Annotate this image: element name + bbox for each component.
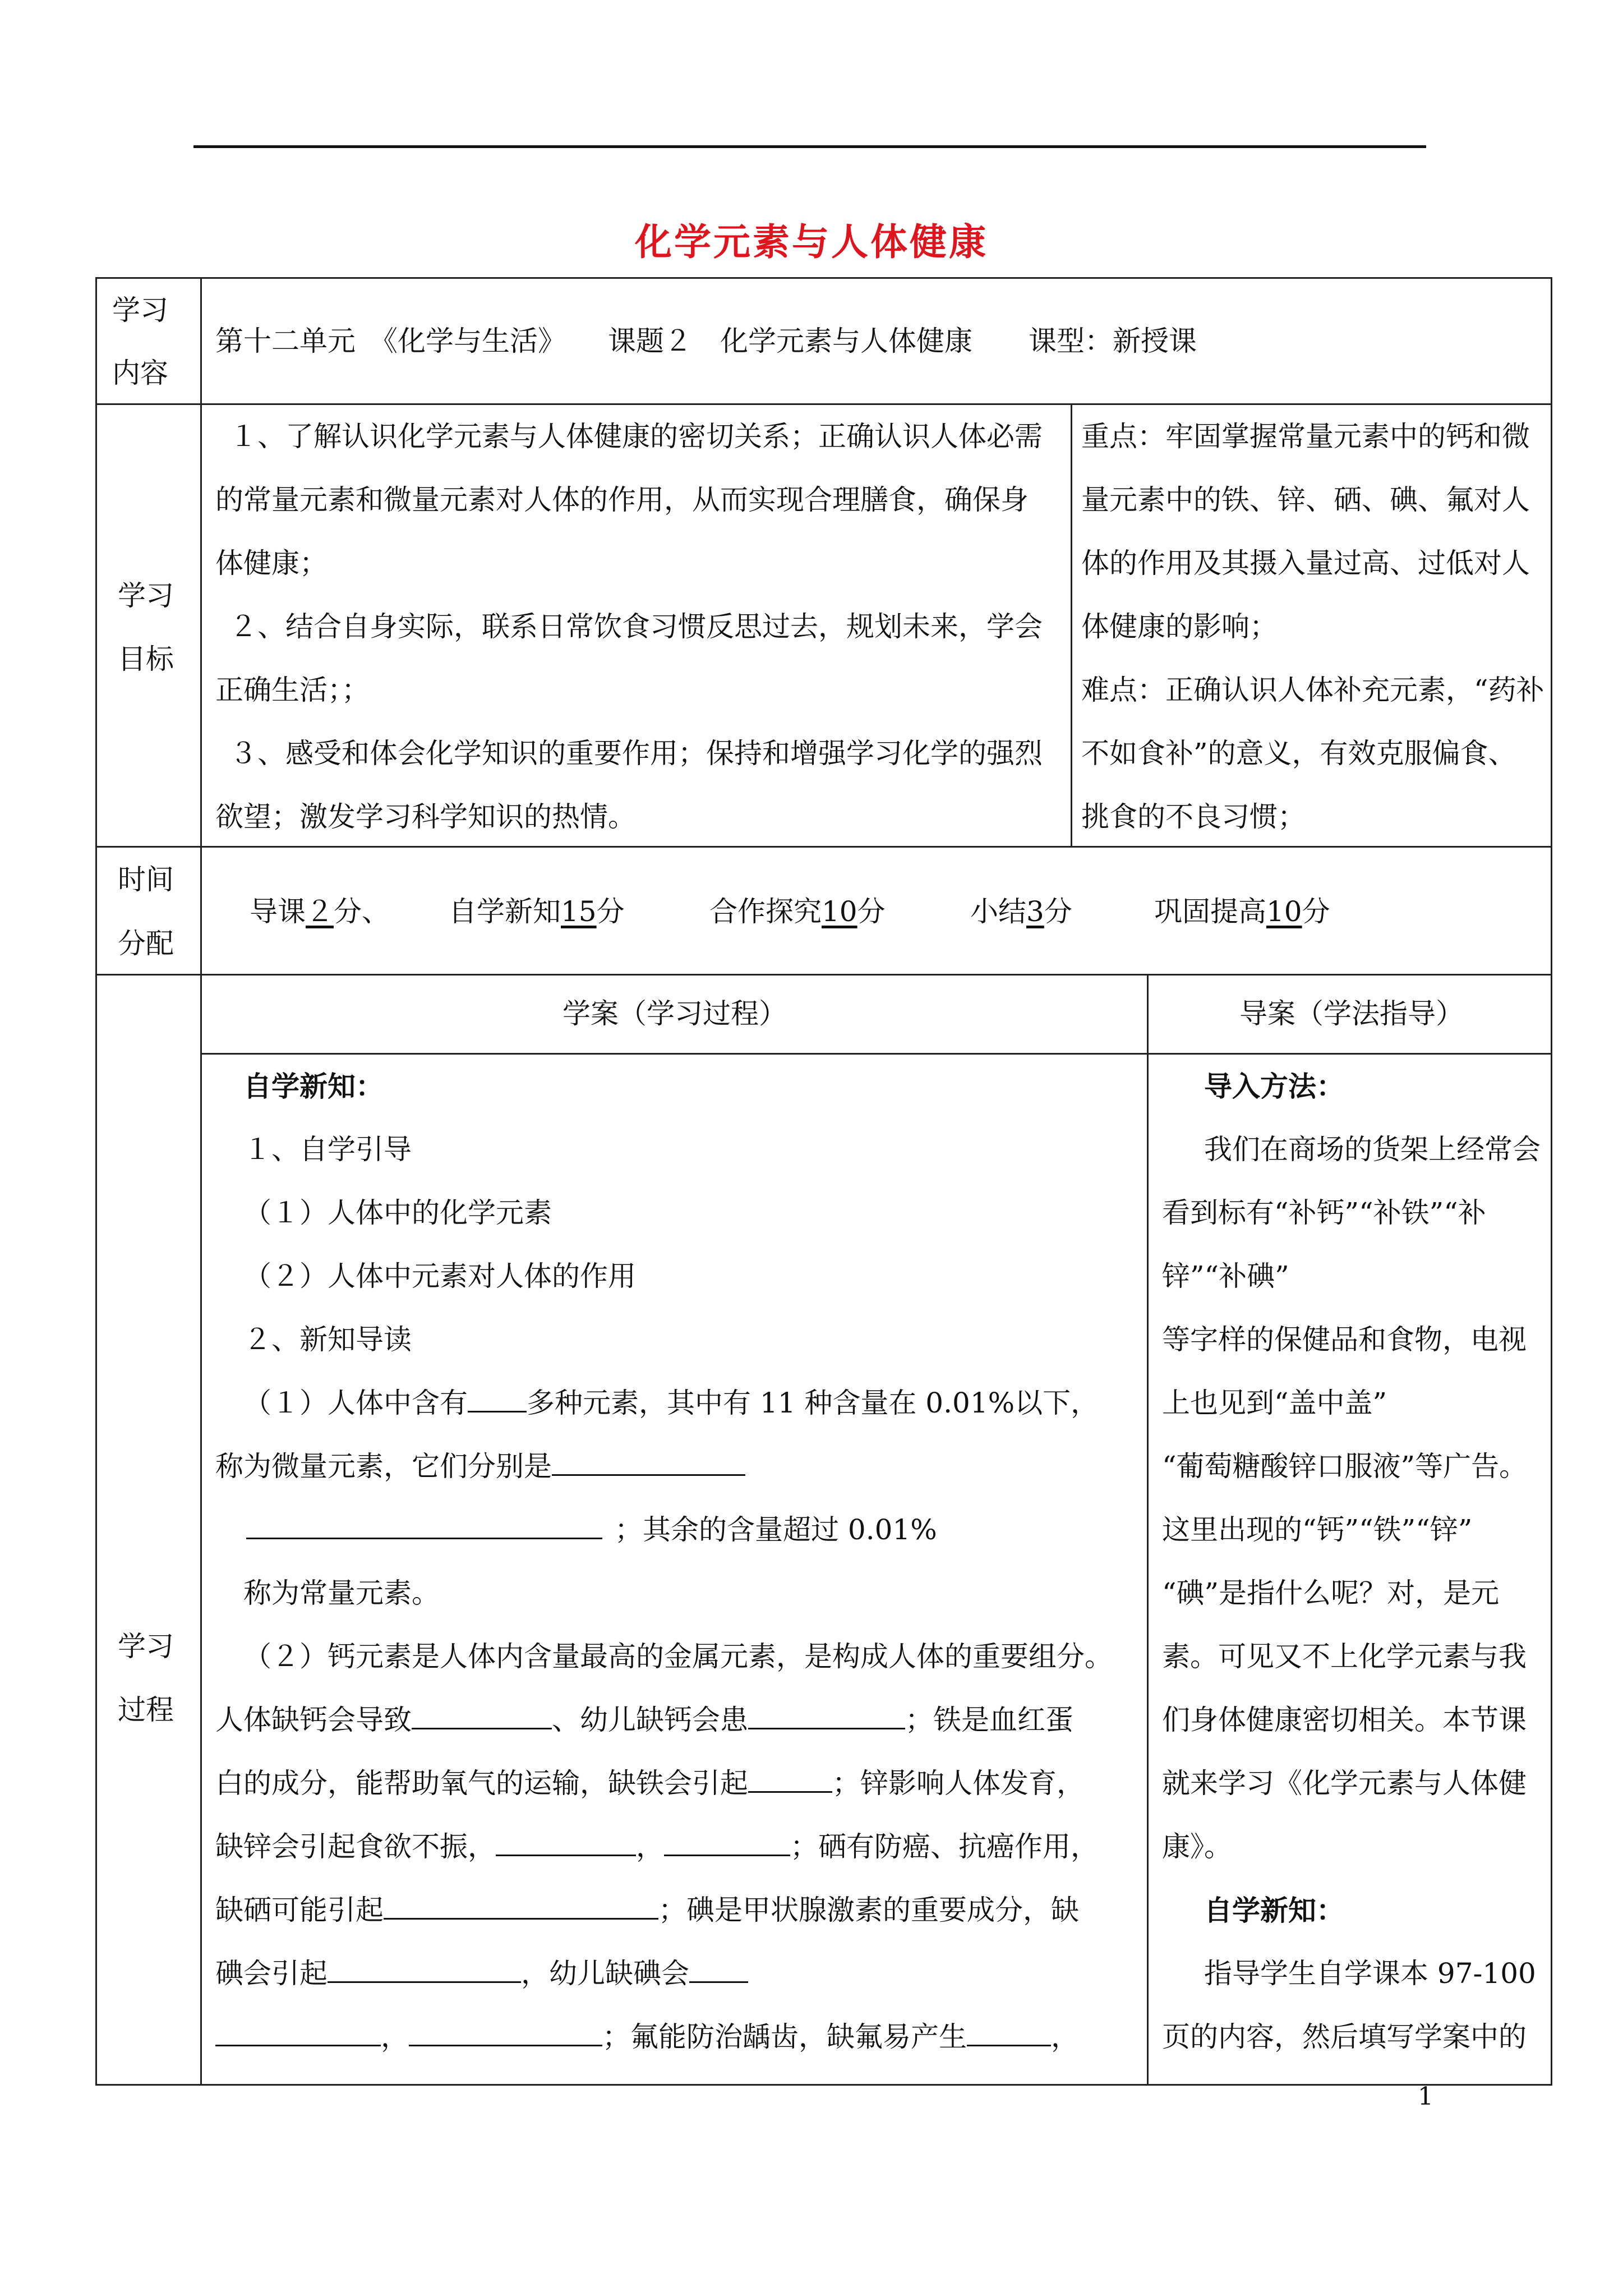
blank-field[interactable] (328, 1957, 521, 1983)
key-points (1081, 405, 1544, 849)
time-item-name: 巩固提高 (1154, 895, 1266, 928)
key-line: 挑食的不良习惯； (1081, 800, 1306, 833)
list-item: 称为常量元素。 (243, 1577, 440, 1609)
process-left-header: 学案（学习过程） (562, 997, 787, 1030)
fill-line: 缺硒可能引起 ；碘是甲状腺激素的重要成分，缺 (215, 1894, 1079, 1926)
goals-list (215, 405, 1043, 849)
time-item-unit: 分 (1044, 895, 1072, 928)
guide-line: 就来学习《化学元素与人体健 (1162, 1767, 1527, 1800)
blank-field[interactable] (409, 2020, 602, 2046)
blank-field[interactable] (496, 1830, 636, 1856)
guide-line: “碘”是指什么呢？对，是元 (1162, 1577, 1500, 1609)
guide-line: 我们在商场的货架上经常会 (1204, 1133, 1541, 1166)
guide-line: 看到标有“补钙”“补铁”“补 (1162, 1197, 1486, 1229)
process-right-header: 导案（学法指导） (1239, 997, 1464, 1030)
row-label-goals-1: 学习 (118, 579, 174, 612)
fill-line: ， ；氟能防治龋齿，缺氟易产生 ， (215, 2005, 1113, 2069)
section-heading: 导入方法： (1204, 1070, 1344, 1103)
section-heading: 自学新知： (1204, 1894, 1344, 1927)
time-item-name: 合作探究 (709, 895, 822, 928)
blank-field[interactable] (664, 1830, 790, 1856)
key-line: 体的作用及其摄入量过高、过低对人 (1081, 547, 1530, 579)
time-item (970, 895, 1072, 928)
fill-line: 人体缺钙会导致 、幼儿缺钙会患 ；铁是血红蛋 (215, 1704, 1073, 1736)
time-item-name: 导课 (250, 895, 306, 928)
guide-line: “葡萄糖酸锌口服液”等广告。 (1162, 1450, 1528, 1483)
row-separator (95, 974, 1552, 976)
time-item (449, 895, 625, 928)
process-left-content (215, 1055, 1113, 2069)
row-label-time-2: 分配 (118, 927, 174, 960)
row-label-process-1: 学习 (118, 1630, 174, 1663)
blank-field[interactable] (384, 1893, 658, 1920)
time-item-value: 3 (1026, 895, 1044, 928)
content-text: 第十二单元 《化学与生活》 课题２ 化学元素与人体健康 课型：新授课 (215, 325, 1197, 357)
row-label-content-1: 学习 (112, 294, 168, 326)
list-item: １、自学引导 (243, 1133, 412, 1166)
guide-line: 这里出现的“钙”“铁”“锌” (1162, 1513, 1473, 1546)
blank-field[interactable] (967, 2020, 1051, 2046)
guide-line: 页的内容，然后填写学案中的 (1162, 2021, 1527, 2053)
goal-line: 的常量元素和微量元素对人体的作用，从而实现合理膳食，确保身 (215, 484, 1029, 516)
blank-field[interactable] (412, 1703, 552, 1729)
key-line: 体健康的影响； (1081, 610, 1278, 643)
guide-line: 康》。 (1162, 1830, 1232, 1863)
row-label-goals-2: 目标 (118, 643, 174, 675)
guide-line: 们身体健康密切相关。本节课 (1162, 1704, 1527, 1736)
time-item (250, 895, 390, 928)
row-label-content-2: 内容 (112, 357, 168, 389)
time-item (1154, 895, 1330, 928)
time-item-value: 10 (1266, 895, 1302, 928)
key-line: 重点：牢固掌握常量元素中的钙和微 (1081, 420, 1530, 453)
goal-line: ２、结合自身实际，联系日常饮食习惯反思过去，规划未来，学会 (229, 610, 1043, 643)
goal-line: １、了解认识化学元素与人体健康的密切关系；正确认识人体必需 (229, 420, 1043, 453)
guide-line: 上也见到“盖中盖” (1162, 1387, 1387, 1419)
row-label-process-2: 过程 (118, 1694, 174, 1726)
section-heading: 自学新知： (243, 1070, 384, 1103)
key-line: 难点：正确认识人体补充元素，“药补 (1081, 674, 1544, 706)
goals-divider (1071, 403, 1072, 846)
process-divider (1147, 974, 1149, 2086)
guide-line: 素。可见又不上化学元素与我 (1162, 1640, 1527, 1673)
guide-line: 锌”“补碘” (1162, 1260, 1289, 1292)
goal-line: 体健康； (215, 547, 328, 579)
blank-field[interactable] (689, 1957, 748, 1983)
list-item: （２）人体中元素对人体的作用 (243, 1260, 636, 1292)
guide-line: 等字样的保健品和食物，电视 (1162, 1323, 1527, 1356)
time-item-unit: 分 (596, 895, 625, 928)
time-item (709, 895, 886, 928)
goal-line: 正确生活；； (215, 674, 370, 706)
blank-field[interactable] (246, 1513, 602, 1539)
time-item-value: ２ (306, 895, 334, 928)
blank-field[interactable] (748, 1766, 832, 1793)
page-number: 1 (1418, 2082, 1433, 2111)
time-item-unit: 分 (857, 895, 886, 928)
process-right-content (1162, 1055, 1541, 2069)
time-item-unit: 分、 (334, 895, 390, 928)
fill-line: 称为微量元素，它们分别是 (215, 1435, 1113, 1498)
time-item-value: 15 (561, 895, 597, 928)
fill-line: 缺锌会引起食欲不振， ， ；硒有防癌、抗癌作用， (215, 1830, 1099, 1863)
blank-field[interactable] (468, 1386, 527, 1412)
guide-line: 指导学生自学课本 97-100 (1204, 1957, 1536, 1990)
time-item-unit: 分 (1302, 895, 1330, 928)
label-column-divider (200, 277, 202, 2086)
list-item: ２、新知导读 (243, 1323, 412, 1356)
blank-field[interactable] (748, 1703, 905, 1729)
list-item: （１）人体中的化学元素 (243, 1197, 552, 1229)
goal-line: 欲望；激发学习科学知识的热情。 (215, 800, 636, 833)
key-line: 不如食补”的意义，有效克服偏食、 (1081, 737, 1516, 770)
page-title: 化学元素与人体健康 (635, 220, 988, 264)
fill-line: 碘会引起 ，幼儿缺碘会 (215, 1942, 1113, 2005)
fill-line: （１）人体中含有 多种元素，其中有 11 种含量在 0.01%以下， (243, 1387, 1099, 1419)
list-item: （２）钙元素是人体内含量最高的金属元素，是构成人体的重要组分。 (243, 1640, 1113, 1673)
blank-field[interactable] (552, 1450, 745, 1476)
key-line: 量元素中的铁、锌、硒、碘、氟对人 (1081, 484, 1530, 516)
blank-field[interactable] (215, 2020, 381, 2046)
time-item-name: 自学新知 (449, 895, 561, 928)
time-item-name: 小结 (970, 895, 1026, 928)
row-label-time-1: 时间 (118, 863, 174, 896)
header-rule (193, 145, 1426, 148)
fill-line: ；其余的含量超过 0.01% (215, 1498, 1113, 1562)
goal-line: ３、感受和体会化学知识的重要作用；保持和增强学习化学的强烈 (229, 737, 1043, 770)
time-item-value: 10 (822, 895, 857, 928)
fill-line: 白的成分，能帮助氧气的运输，缺铁会引起 ；锌影响人体发育， (215, 1767, 1085, 1800)
